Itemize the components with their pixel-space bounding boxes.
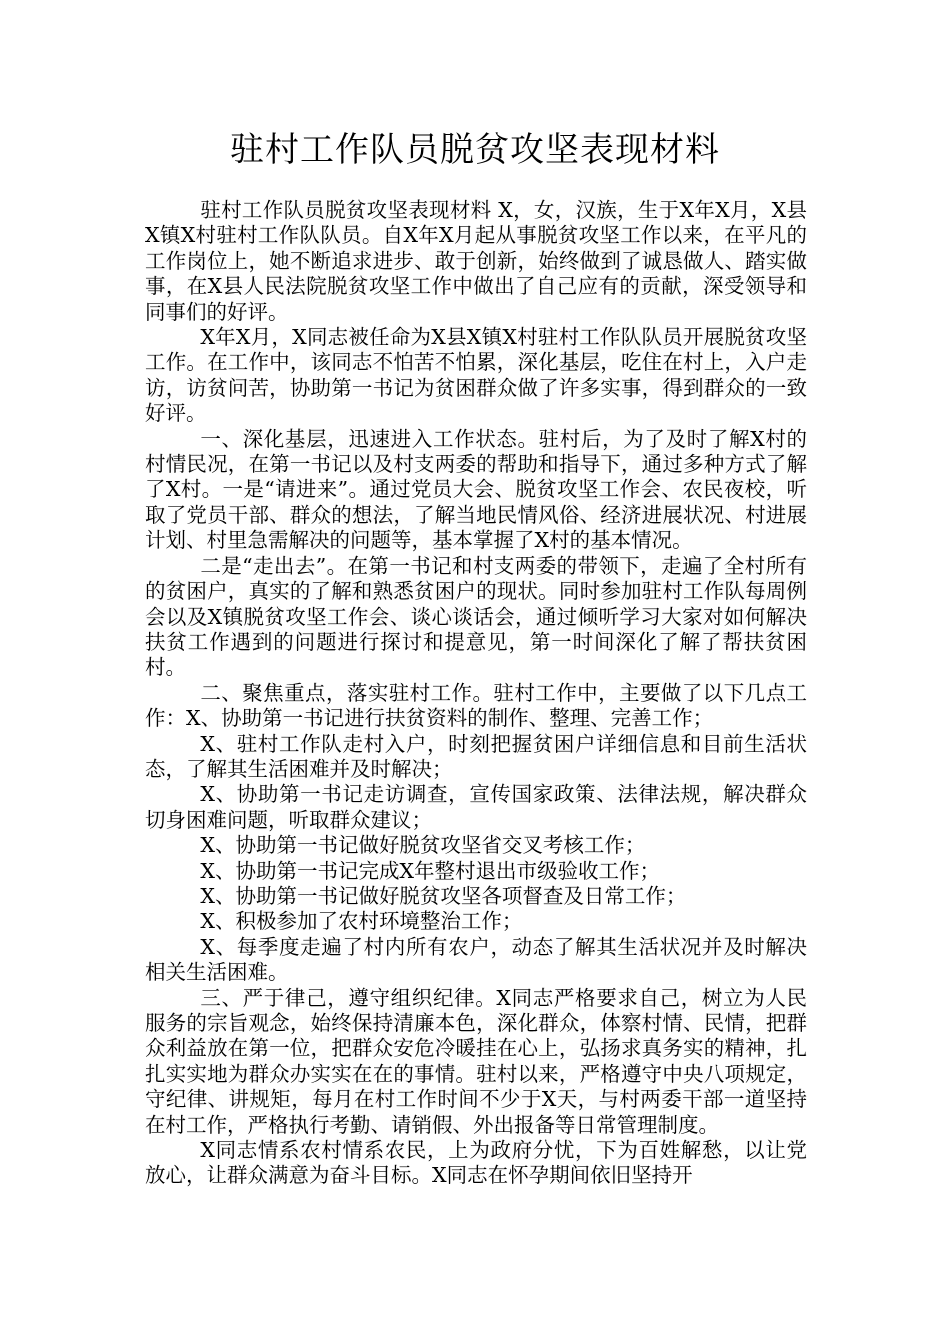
paragraph: X、协助第一书记做好脱贫攻坚省交叉考核工作； <box>200 833 646 858</box>
paragraph: X、协助第一书记做好脱贫攻坚各项督查及日常工作； <box>200 883 687 908</box>
paragraph: 驻村工作队员脱贫攻坚表现材料 X，女，汉族，生于X年X月，X县X镇X村驻村工作队队员。自X年X月起从事脱贫攻坚工作以来，在平凡的工作岗位上，她不断追求进步、敢于创新，始终做到了诚恳做人、踏实做事，在X县人民法院脱贫攻坚工作中做出了自己应有的贡献，深受领导和同事们的好评。 <box>145 198 807 324</box>
paragraph: X、积极参加了农村环境整治工作； <box>200 909 523 934</box>
paragraph: 二、聚焦重点，落实驻村工作。驻村工作中，主要做了以下几点工作：X、协助第一书记进行扶贫资料的制作、整理、完善工作； <box>145 680 807 731</box>
paragraph: 三、严于律己，遵守组织纪律。X同志严格要求自己，树立为人民服务的宗旨观念，始终保持清廉本色，深化群众，体察村情、民情，把群众利益放在第一位，把群众安危冷暖挂在心上，弘扬求真务实的精神，扎扎实实地为群众办实实在在的事情。驻村以来，严格遵守中央八项规定，守纪律、讲规矩，每月在村工作时间不少于X天，与村两委干部一道坚持在村工作，严格执行考勤、请销假、外出报备等日常管理制度。 <box>145 985 807 1137</box>
paragraph: X、协助第一书记完成X年整村退出市级验收工作； <box>200 858 661 883</box>
paragraph: X、协助第一书记走访调查，宣传国家政策、法律法规，解决群众切身困难问题，听取群众建议； <box>145 782 807 832</box>
document-body <box>145 198 807 1189</box>
paragraph: 一、深化基层，迅速进入工作状态。驻村后，为了及时了解X村的村情民况，在第一书记以及村支两委的帮助和指导下，通过多种方式了解了X村。一是“请进来”。通过党员大会、脱贫攻坚工作会、农民夜校，听取了党员干部、群众的想法，了解当地民情风俗、经济进展状况、村进展计划、村里急需解决的问题等，基本掌握了X村的基本情况。 <box>145 426 807 553</box>
document-title: 驻村工作队员脱贫攻坚表现材料 <box>230 130 720 170</box>
paragraph: X年X月，X同志被任命为X县X镇X村驻村工作队队员开展脱贫攻坚工作。在工作中，该同志不怕苦不怕累，深化基层，吃住在村上，入户走访，访贫问苦，协助第一书记为贫困群众做了许多实事，得到群众的一致好评。 <box>145 325 807 426</box>
paragraph: 二是“走出去”。在第一书记和村支两委的带领下，走遍了全村所有的贫困户，真实的了解和熟悉贫困户的现状。同时参加驻村工作队每周例会以及X镇脱贫攻坚工作会、谈心谈话会，通过倾听学习大家对如何解决扶贫工作遇到的问题进行探讨和提意见，第一时间深化了解了帮扶贫困村。 <box>145 553 807 680</box>
paragraph: X同志情系农村情系农民，上为政府分忧，下为百姓解愁，以让党放心，让群众满意为奋斗目标。X同志在怀孕期间依旧坚持开 <box>145 1138 807 1188</box>
paragraph: X、驻村工作队走村入户，时刻把握贫困户详细信息和目前生活状态，了解其生活困难并及时解决； <box>145 731 807 781</box>
paragraph: X、每季度走遍了村内所有农户，动态了解其生活状况并及时解决相关生活困难。 <box>145 934 807 985</box>
